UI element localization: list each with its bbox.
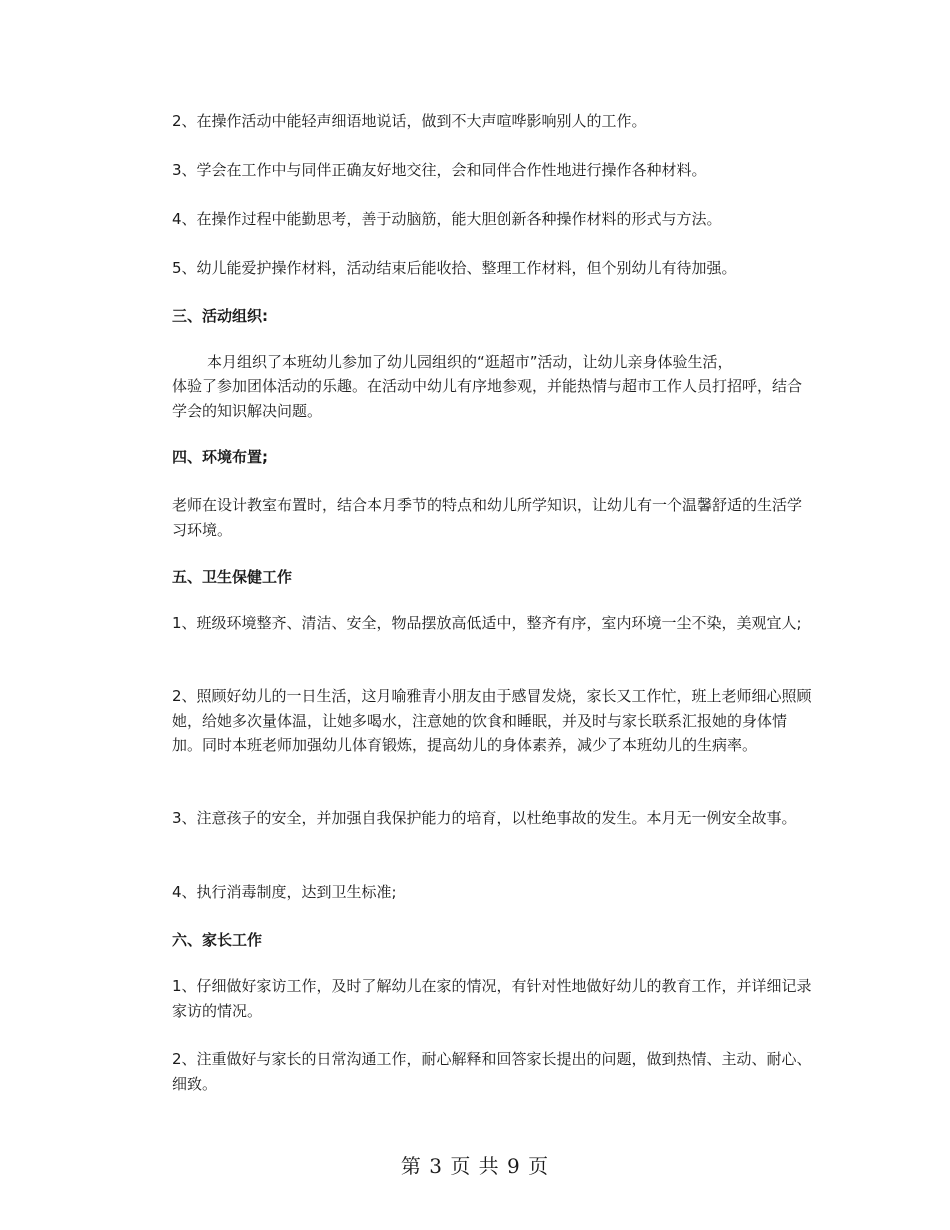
list-item: 3、注意孩子的安全，并加强自我保护能力的培育，以杜绝事故的发生。本月无一例安全故事。 [172,809,797,827]
section-heading: 四、环境布置; [172,448,268,466]
list-item: 5、幼儿能爱护操作材料，活动结束后能收拾、整理工作材料，但个别幼儿有待加强。 [172,259,737,277]
section-heading: 六、家长工作 [172,931,263,949]
list-item: 2、照顾好幼儿的一日生活，这月喻雅青小朋友由于感冒发烧，家长又工作忙，班上老师细心照顾她，给她多次量体温，让她多喝水，注意她的饮食和睡眠，并及时与家长联系汇报她的身体情加。同时本班老师加强幼儿体育锻炼，提高幼儿的身体素养，减少了本班幼儿的生病率。 [172,687,812,754]
list-item: 2、在操作活动中能轻声细语地说话，做到不大声喧哗影响别人的工作。 [172,112,647,130]
list-item: 4、执行消毒制度，达到卫生标准; [172,883,397,901]
paragraph-first-line: 本月组织了本班幼儿参加了幼儿园组织的“逛超市”活动，让幼儿亲身体验生活， [207,353,733,371]
list-item: 2、注重做好与家长的日常沟通工作，耐心解释和回答家长提出的问题，做到热情、主动、耐心、细致。 [172,1050,812,1093]
list-item: 1、仔细做好家访工作，及时了解幼儿在家的情况，有针对性地做好幼儿的教育工作，并详细记录家访的情况。 [172,977,812,1020]
section-heading: 三、活动组织: [172,307,268,325]
paragraph: 老师在设计教室布置时，结合本月季节的特点和幼儿所学知识，让幼儿有一个温馨舒适的生活学习环境。 [172,496,803,539]
section-heading: 五、卫生保健工作 [172,568,293,586]
paragraph: 体验了参加团体活动的乐趣。在活动中幼儿有序地参观，并能热情与超市工作人员打招呼，结合学会的知识解决问题。 [172,377,803,420]
page-number: 第 3 页 共 9 页 [400,1154,550,1178]
list-item: 4、在操作过程中能勤思考，善于动脑筋，能大胆创新各种操作材料的形式与方法。 [172,210,722,228]
list-item: 3、学会在工作中与同伴正确友好地交往，会和同伴合作性地进行操作各种材料。 [172,161,707,179]
list-item: 1、班级环境整齐、清洁、安全，物品摆放高低适中，整齐有序，室内环境一尘不染，美观宜人; [172,614,802,632]
